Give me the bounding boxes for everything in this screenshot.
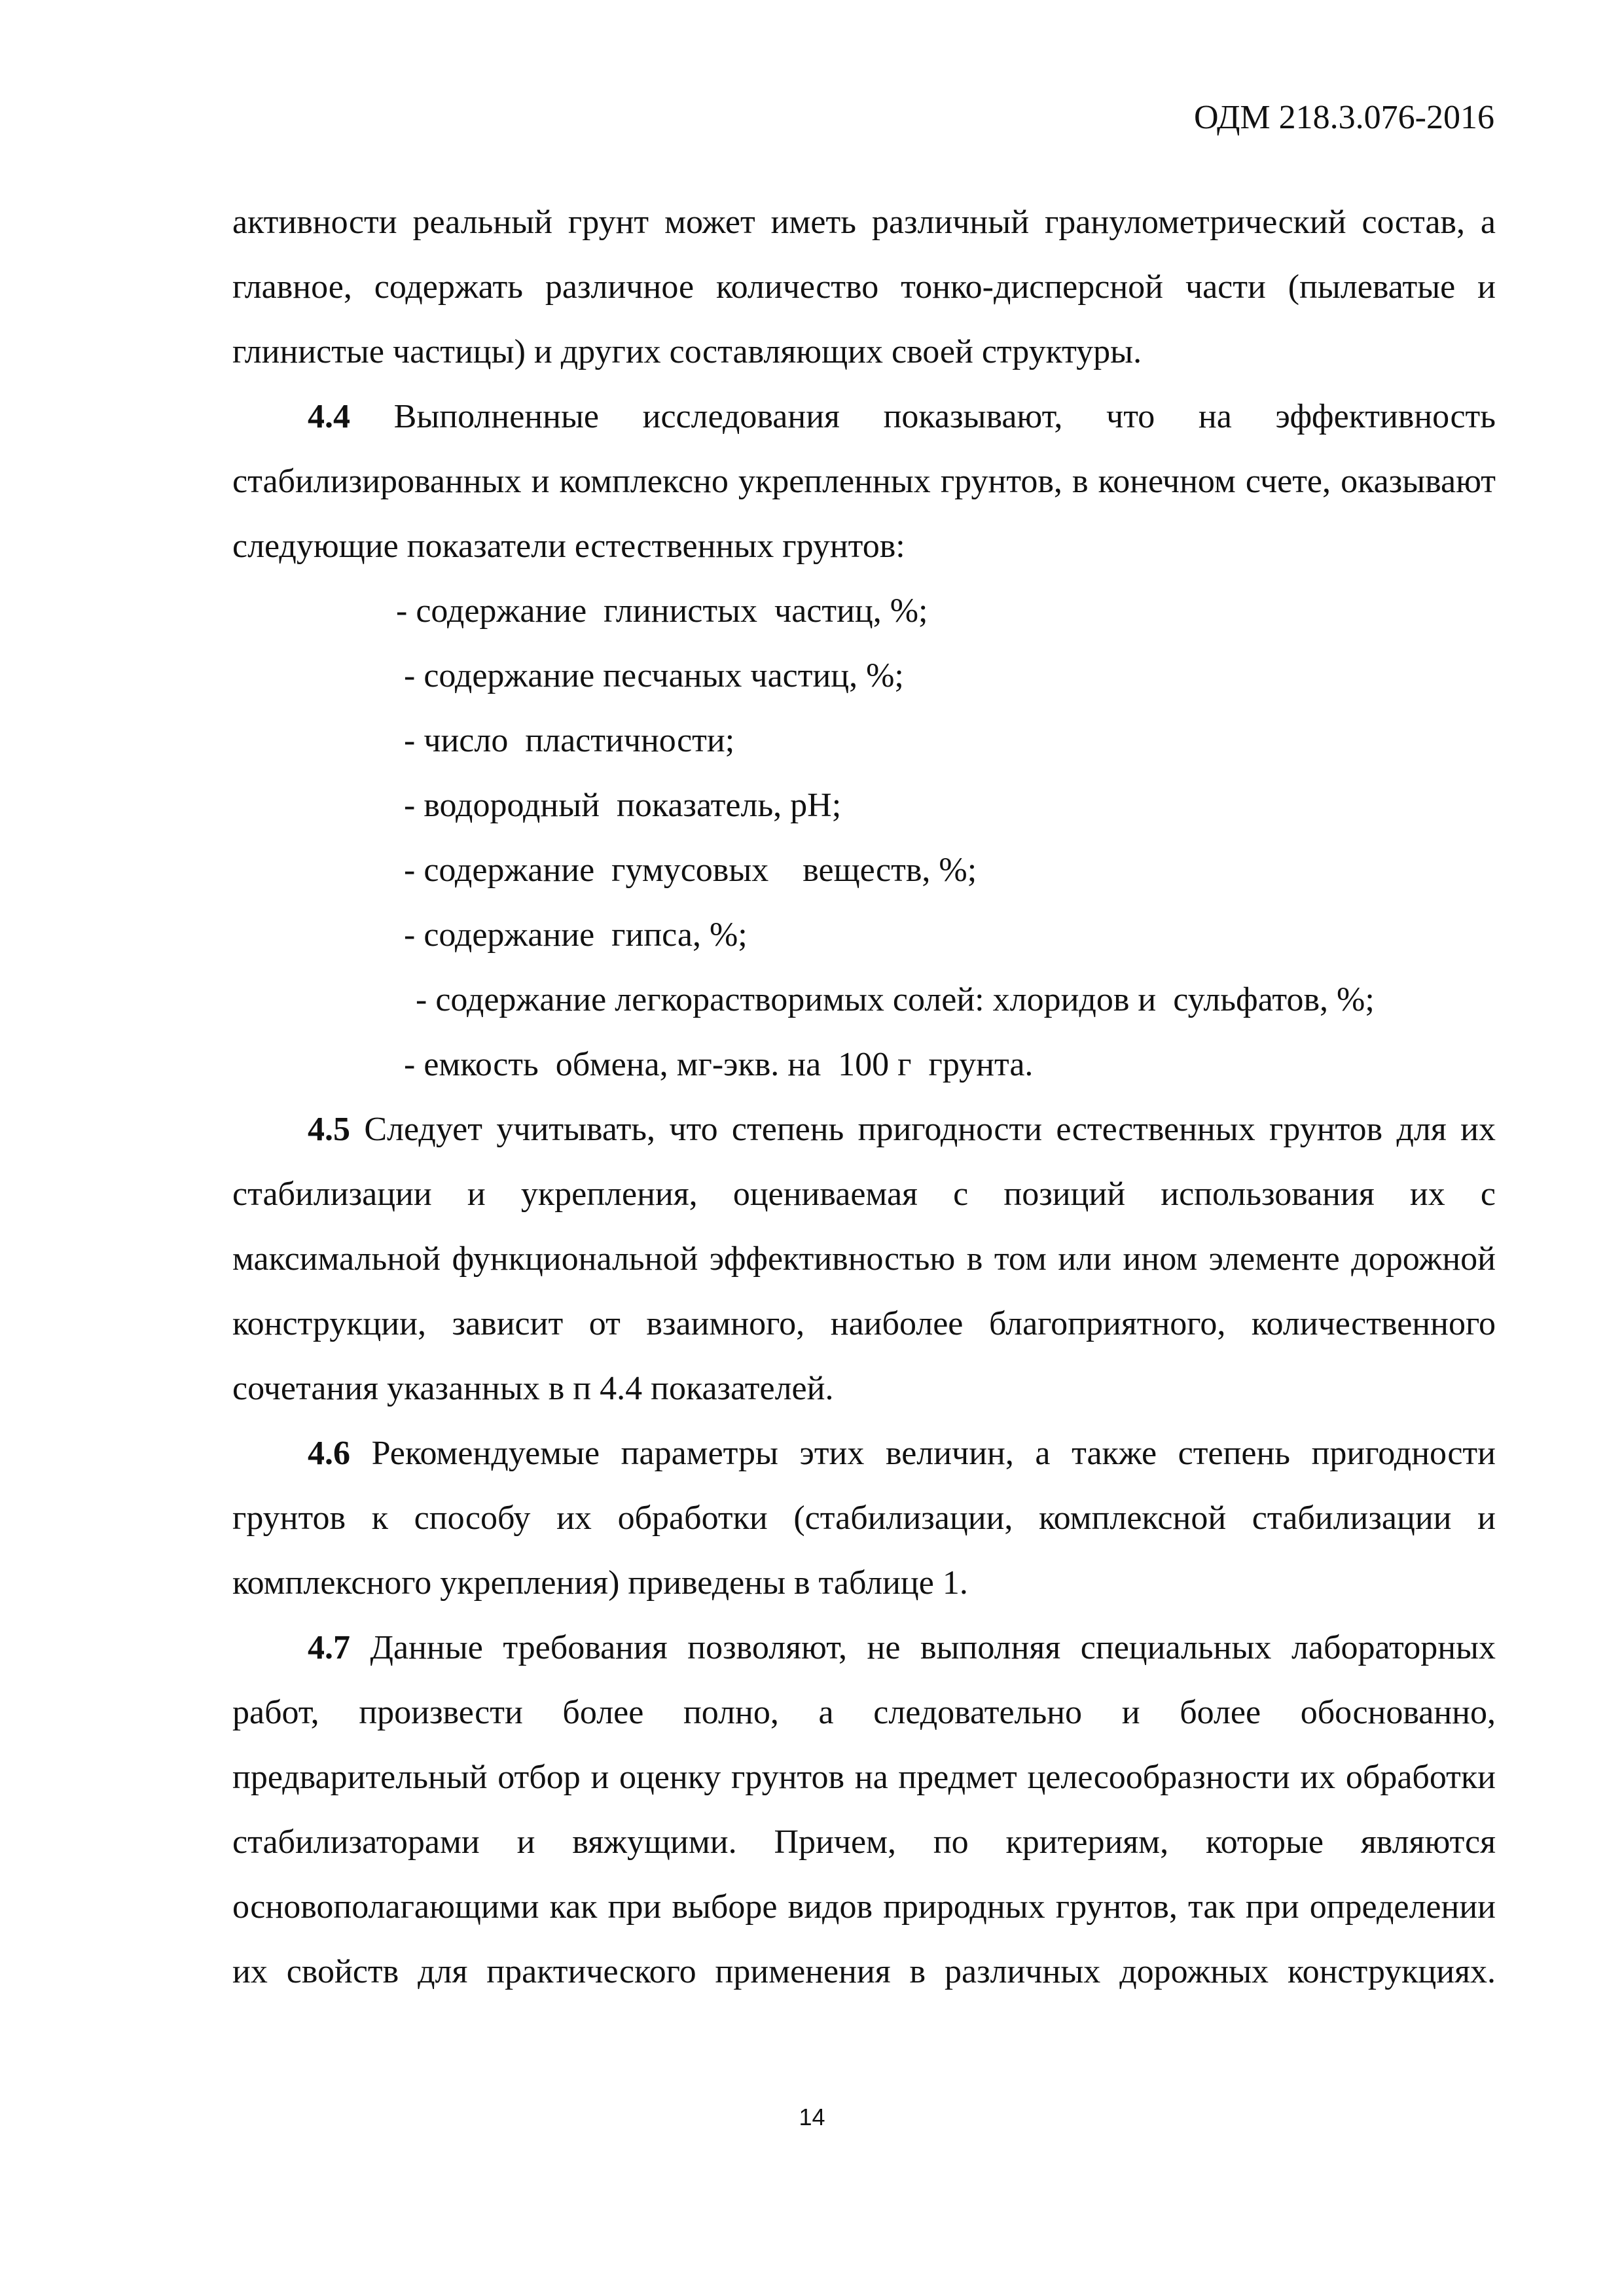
list-item: - емкость обмена, мг-экв. на 100 г грунта. (404, 1046, 1034, 1083)
list-item: - содержание легкорастворимых солей: хлоридов и сульфатов, %; (416, 981, 1375, 1018)
paragraph-number: 4.4 (308, 398, 350, 435)
page-number: 14 (799, 2104, 825, 2130)
paragraph-4-4 (232, 384, 1496, 579)
list-item: - содержание песчаных частиц, %; (404, 657, 904, 694)
indicator-list (232, 579, 1496, 1097)
paragraph-4-6 (232, 1421, 1496, 1615)
paragraph-number: 4.7 (308, 1629, 350, 1666)
paragraph-text: Следует учитывать, что степень пригодности естественных грунтов для их стабилизации и укрепления, оцениваемая с позиций использования их с максимальной функциональной эффективностью в том или ином элементе дорожной конструкции, зависит от взаимного, наиболее благоприятного, количественного сочетания указанных в п 4.4 показателей. (232, 1111, 1496, 1407)
paragraph-text: Выполненные исследования показывают, что на эффективность стабилизированных и комплексно укрепленных грунтов, в конечном счете, оказывают следующие показатели естественных грунтов: (232, 398, 1496, 565)
list-item: - содержание глинистых частиц, %; (396, 592, 928, 630)
paragraph-number: 4.5 (308, 1111, 350, 1148)
document-body (232, 190, 1496, 2004)
list-item: - водородный показатель, pH; (404, 787, 842, 824)
list-item: - содержание гипса, %; (404, 916, 748, 954)
list-item: - содержание гумусовых веществ, %; (404, 852, 977, 889)
document-code: ОДМ 218.3.076-2016 (1194, 99, 1494, 136)
paragraph-4-5 (232, 1097, 1496, 1421)
continuation-paragraph: активности реальный грунт может иметь различный гранулометрический состав, а главное, содержать различное количество тонко-дисперсной части (пылеватые и глинистые частицы) и других составляющих своей структуры. (232, 204, 1496, 370)
list-item: - число пластичности; (404, 722, 735, 759)
paragraph-text: Рекомендуемые параметры этих величин, а также степень пригодности грунтов к способу их обработки (стабилизации, комплексной стабилизации и комплексного укрепления) приведены в таблице 1. (232, 1435, 1496, 1602)
paragraph-text: Данные требования позволяют, не выполняя специальных лабораторных работ, произвести более полно, а следовательно и более обоснованно, предварительный отбор и оценку грунтов на предмет целесообразности их обработки стабилизаторами и вяжущими. Причем, по критериям, которые являются основополагающими как при выборе видов природных грунтов, так при определении их свойств для практического применения в различных дорожных конструкциях. (232, 1629, 1496, 1990)
paragraph-number: 4.6 (308, 1435, 350, 1472)
paragraph-4-7 (232, 1615, 1496, 2004)
